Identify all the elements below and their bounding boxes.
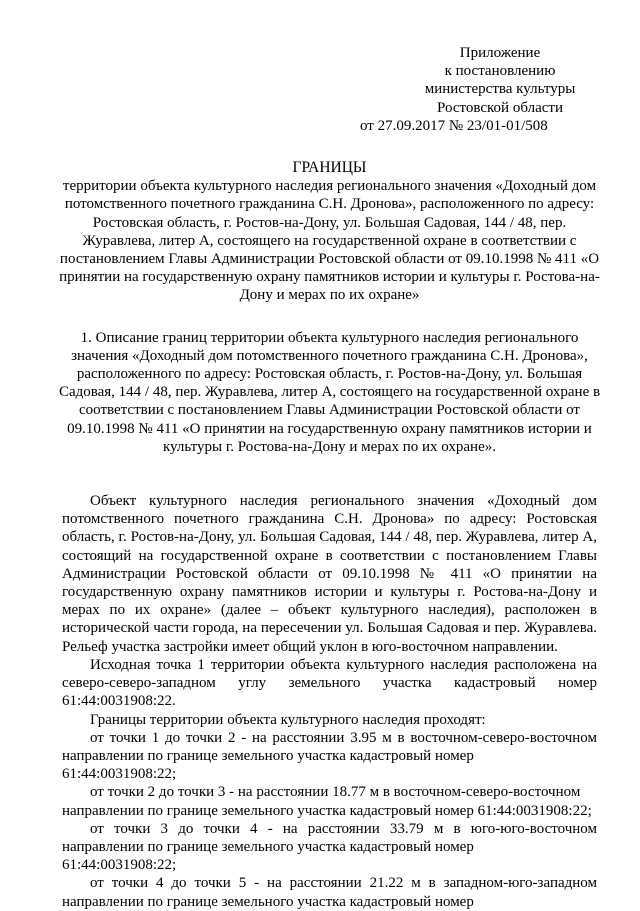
segment-text: от точки 3 до точки 4 - на расстоянии 33.79 м в юго-юго-восточном направлении по границе земельного участка кадастровый номер	[62, 820, 597, 855]
appendix-line: Ростовской области	[437, 99, 563, 116]
document-title: ГРАНИЦЫ	[292, 159, 367, 177]
boundary-segment	[62, 783, 597, 819]
segment-text-rest: направлении по границе земельного участка кадастровый номер 61:44:0031908:22;	[62, 802, 592, 819]
boundary-segment	[62, 874, 597, 910]
document-subtitle: территории объекта культурного наследия регионального значения «Доходный дом потомственного почетного гражданина С.Н. Дронова», расположенного по адресу: Ростовская область, г. Ростов-на-Дону, ул. Большая Садовая, 144 / 48, пер. Журавлева, литер А, состоящего на государственной охране в соответствии с постановлением Главы Администрации Ростовской области от 09.10.1998 № 411 «О принятии на государственную охрану памятников истории и культуры г. Ростова-на-Дону и мерах по их охране»	[59, 178, 600, 304]
appendix-line: к постановлению	[444, 63, 556, 80]
segment-text-rest: 61:44:0031908:22;	[62, 766, 177, 783]
appendix-header	[360, 44, 600, 135]
segment-text: от точки 1 до точки 2 - на расстоянии 3.95 м в восточном-северо-восточном направлении по границе земельного участка кадастровый номер	[62, 729, 597, 764]
segment-text: от точки 2 до точки 3 - на расстоянии 18.77 м в восточном-северо-восточном	[90, 784, 581, 801]
paragraph-object-description: Объект культурного наследия регионального значения «Доходный дом потомственного почетного гражданина С.Н. Дронова» по адресу: Ростовская область, г. Ростов-на-Дону, ул. Большая Садовая, 144 / 48, пер. Журавлева, литер А, состоящий на государственной охране в соответствии с постановлением Главы Администрации Ростовской области от 09.10.1998 № 411 «О принятии на государственную охрану памятников истории и культуры г. Ростова-на-Дону и мерах по их охране» (далее – объект культурного наследия), расположен в исторической части города, на пересечении ул. Большая Садовая и пер. Журавлева. Рельеф участка застройки имеет общий уклон в юго-восточном направлении.	[62, 493, 597, 655]
segment-text: от точки 4 до точки 5 - на расстоянии 21.22 м в западном-юго-западном направлении по границе земельного участка кадастровый номер	[62, 875, 597, 910]
boundary-segment	[62, 729, 597, 784]
resolution-date-number: от 27.09.2017 № 23/01-01/508	[360, 117, 548, 134]
segment-text-rest: 61:44:0031908:22;	[62, 857, 177, 874]
appendix-line: министерства культуры	[424, 81, 576, 98]
appendix-line: Приложение	[459, 45, 541, 61]
section-heading-1: 1. Описание границ территории объекта культурного наследия регионального значения «Доходный дом потомственного почетного гражданина С.Н. Дронова», расположенного по адресу: Ростовская область, г. Ростов-на-Дону, ул. Большая Садовая, 144 / 48, пер. Журавлева, литер А, состоящего на государственной охране в соответствии с постановлением Главы Администрации Ростовской области от 09.10.1998 № 411 «О принятии на государственную охрану памятников истории и культуры г. Ростова-на-Дону и мерах по их охране».	[58, 329, 601, 455]
boundary-segment	[62, 820, 597, 875]
paragraph-boundaries-intro: Границы территории объекта культурного наследия проходят:	[90, 711, 486, 728]
document-page	[58, 44, 601, 911]
paragraph-origin-point: Исходная точка 1 территории объекта культурного наследия расположена на северо-северо-западном углу земельного участка кадастровый номер 61:44:0031908:22.	[62, 656, 597, 710]
